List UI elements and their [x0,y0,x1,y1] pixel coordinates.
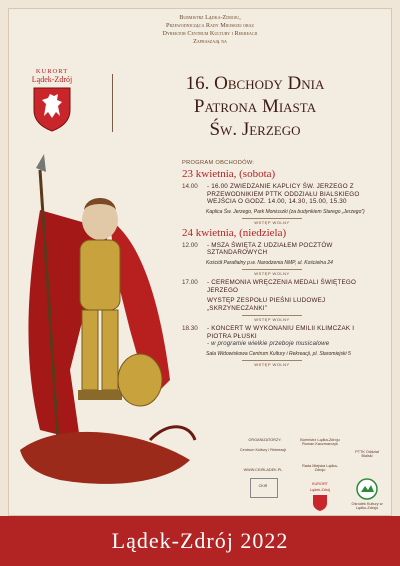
title-line-2: Patrona Miasta [193,96,317,117]
header-line-2: Przewodnicząca Rady Miejskiej oraz [166,22,254,29]
free-entry-label: WSTĘP WOLNY [242,218,302,225]
organizer-website: WWW.CKIRLADEK.PL [243,468,283,472]
event-time: 12.00 [182,241,198,249]
event-title [130,72,380,141]
event-location: Sala Widowiskowa Centrum Kultury i Rekreacji, pl. Staromiejski 5 [206,351,351,358]
organizer-pttk: PTTK Oddział Bialski [355,450,379,458]
event-description [207,325,368,348]
header-invitation [118,14,302,46]
logo-kurort: KURORT [312,482,328,486]
title-line-1: 16. Obchody Dnia [185,73,325,94]
free-entry-label: WSTĘP WOLNY [242,360,302,367]
event-description: - MSZA ŚWIĘTA Z UDZIAŁEM POCZTÓW SZTANDAROWYCH [207,241,333,257]
free-entry-label: WSTĘP WOLNY [242,315,302,322]
organizers-title: ORGANIZATORZY: [248,438,282,442]
saint-george-illustration [0,150,200,510]
title-line-3: Św. Jerzego [209,119,301,140]
day-1-heading: 23 kwietnia, (sobota) [182,168,276,180]
crest-town-name: Lądek-Zdrój [31,75,73,84]
town-crest-block [20,68,84,136]
organizer-ckir: Centrum Kultury i Rekreacji [239,448,287,452]
program-label: PROGRAM OBCHODÓW: [182,160,255,166]
event-location: Kościół Parafialny p.w. Narodzenia NMP, ul. Kościelna 24 [206,259,333,266]
header-line-3: Dyrektor Centrum Kultury i Rekreacji [162,30,258,37]
footer-title: Lądek-Zdrój 2022 [111,528,289,553]
event-2 [182,242,368,257]
event-subtitle: - w programie wielkie przeboje musicalowe [207,340,330,347]
title-divider [112,74,113,132]
coat-of-arms-icon [32,86,72,132]
event-location: Kaplica Św. Jerzego, Park Moniuszki (za budynkiem Starego „Jerzego”) [206,208,365,215]
small-coat-of-arms-icon [312,494,328,512]
free-entry-label: WSTĘP WOLNY [242,269,302,276]
header-line-4: Zapraszają na [193,38,227,45]
pttk-logo-icon [356,478,378,500]
event-4 [182,325,368,348]
event-description-line: - CEREMONIA WRĘCZENIA MEDALI ŚWIĘTEGO JERZEGO [207,278,357,294]
event-time: 18.30 [182,325,198,333]
header-line-1: Burmistrz Lądka-Zdroju, [179,14,241,21]
footer-banner [0,516,400,566]
event-time: 14.00 [182,183,198,190]
event-3 [182,279,368,312]
program-section [182,160,368,367]
day-2-heading: 24 kwietnia, (niedziela) [182,226,287,239]
event-description: - 16.00 ZWIEDZANIE KAPLICY ŚW. JERZEGO Z PRZEWODNIKIEM PTTK ODDZIAŁU BIALSKIEGO WEJŚCIA O GODZ. 14.00, 14.30, 15.00, 15.30 [207,183,360,206]
ckir-logo-icon [250,478,278,498]
event-description-line-2: WYSTĘP ZESPOŁU PIEŚNI LUDOWEJ „SKRZYNECZANKI” [207,297,326,312]
event-time: 17.00 [182,278,198,286]
ckir-logo-text: CKiR [258,484,268,488]
event-description [207,279,368,312]
event-1 [182,183,368,206]
event-description-line: - KONCERT W WYKONANIU EMILII KLIMCZAK I PIOTRA PŁUSKI [207,325,355,340]
organizers-section [200,434,386,514]
logo-town: Lądek-Zdrój [309,488,331,492]
organizer-mayor: Burmistrz Lądka-Zdroju Roman Kaczmarczyk [300,438,340,446]
organizer-council: Rada Miejska Lądka-Zdroju [302,464,338,472]
club-label: Ośrodek Kultury w Lądku-Zdroju [351,502,383,510]
kurort-label: KURORT [35,68,69,75]
